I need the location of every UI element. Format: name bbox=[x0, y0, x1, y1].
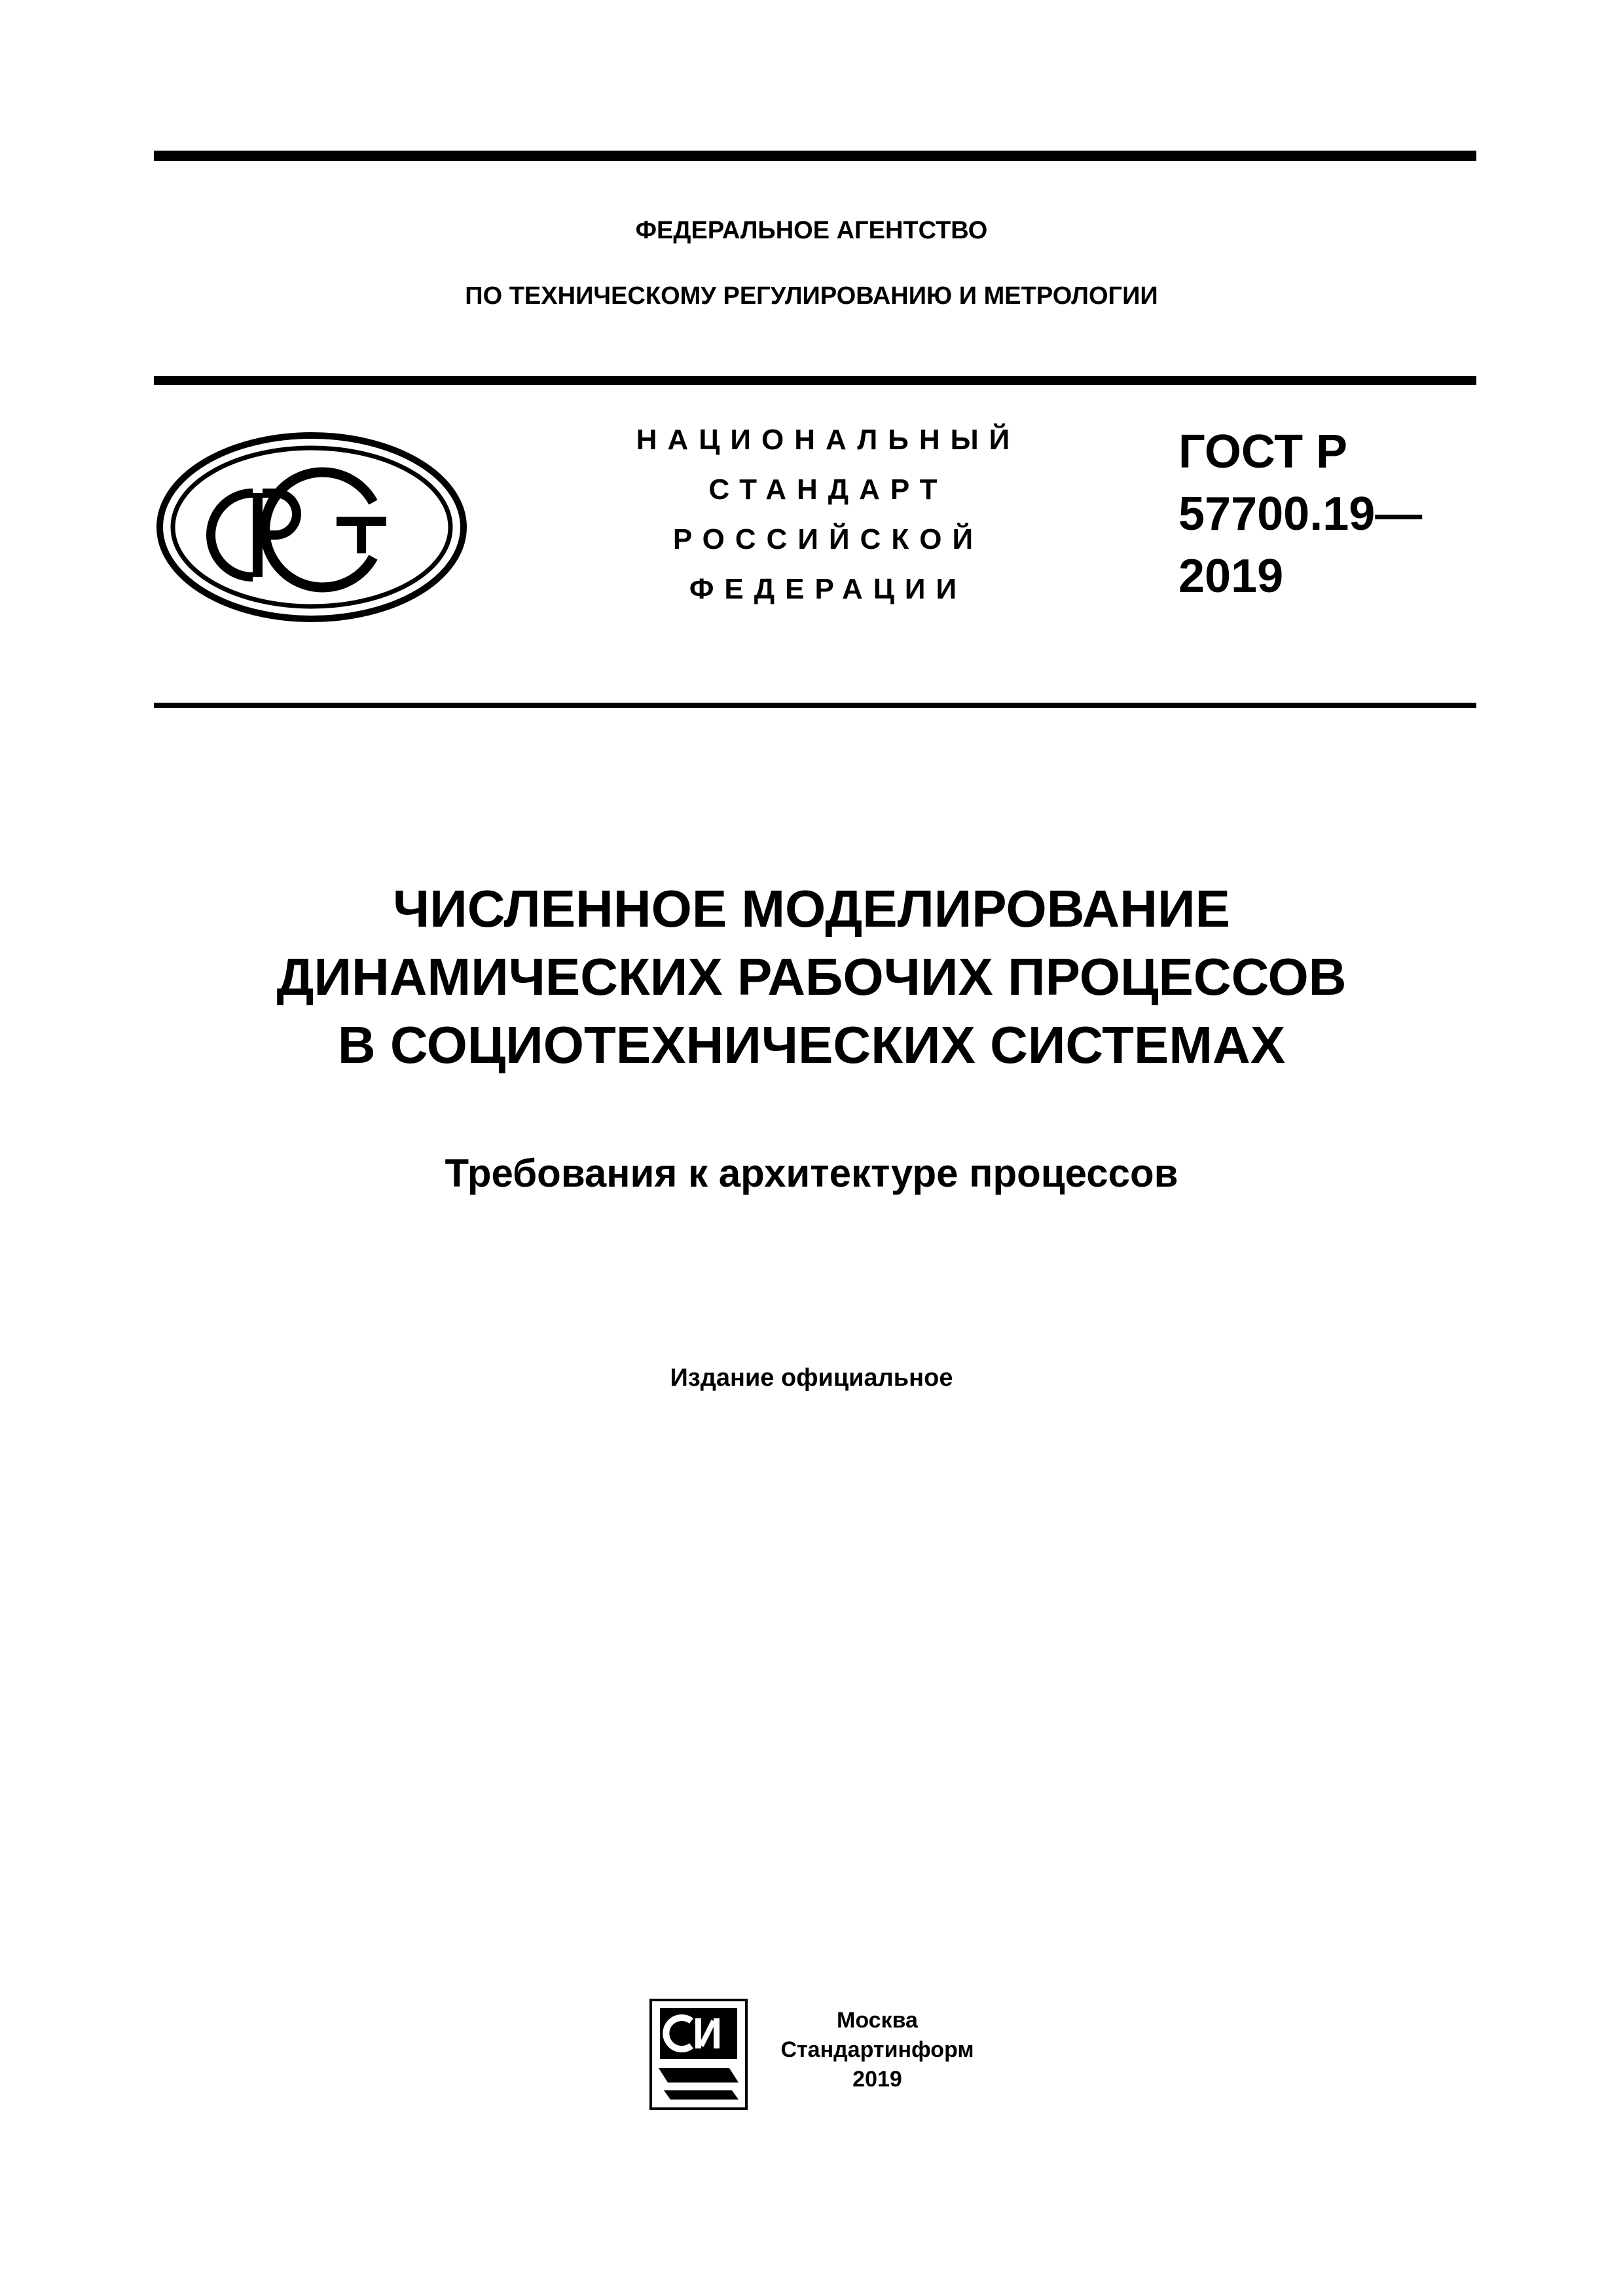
national-line-4: ФЕДЕРАЦИИ bbox=[689, 573, 968, 605]
edition-note: Издание официальное bbox=[670, 1364, 953, 1392]
header-divider bbox=[154, 376, 1476, 385]
gost-line-2: 57700.19— bbox=[1178, 488, 1423, 540]
national-line-1: НАЦИОНАЛЬНЫЙ bbox=[636, 424, 1021, 456]
agency-line-2: ПО ТЕХНИЧЕСКОМУ РЕГУЛИРОВАНИЮ И МЕТРОЛОГИИ bbox=[465, 282, 1158, 310]
rst-certification-mark-icon bbox=[155, 429, 469, 625]
publisher-name: Стандартинформ bbox=[780, 2037, 974, 2062]
top-rule bbox=[154, 151, 1476, 161]
national-line-3: РОССИЙСКОЙ bbox=[672, 523, 984, 555]
publisher-city: Москва bbox=[837, 2008, 918, 2033]
block-divider bbox=[154, 703, 1476, 708]
gost-line-1: ГОСТ Р bbox=[1178, 426, 1348, 478]
agency-line-1: ФЕДЕРАЛЬНОЕ АГЕНТСТВО bbox=[635, 217, 988, 244]
subtitle: Требования к архитектуре процессов bbox=[445, 1151, 1178, 1195]
title-line-2: ДИНАМИЧЕСКИХ РАБОЧИХ ПРОЦЕССОВ bbox=[276, 948, 1347, 1006]
publisher-year: 2019 bbox=[852, 2067, 902, 2092]
title-line-1: ЧИСЛЕННОЕ МОДЕЛИРОВАНИЕ bbox=[393, 880, 1230, 938]
gost-line-3: 2019 bbox=[1178, 550, 1284, 602]
national-line-2: СТАНДАРТ bbox=[708, 473, 948, 506]
title-line-3: В СОЦИОТЕХНИЧЕСКИХ СИСТЕМАХ bbox=[337, 1016, 1286, 1074]
